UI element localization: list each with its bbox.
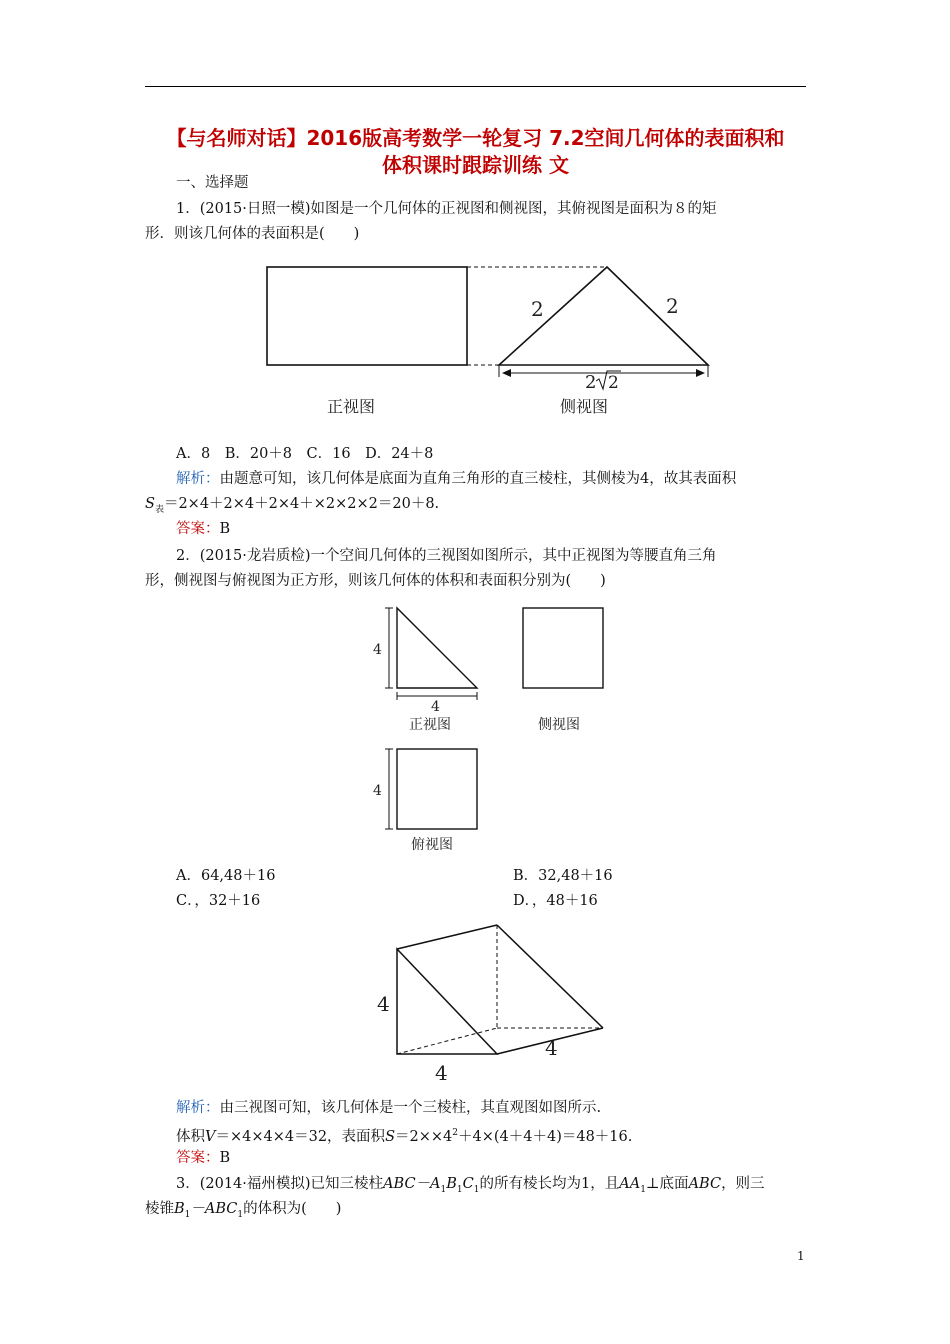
q3-part-d: C — [462, 1176, 474, 1192]
q3-sub-1: 1 — [440, 1184, 447, 1195]
q2-side-square — [523, 608, 603, 688]
q1-right-side-label: 2 — [666, 294, 679, 318]
q1-arrow-right — [696, 369, 705, 377]
q2-prism-hidden-bottom — [397, 1028, 497, 1054]
q2-side-view-label: 侧视图 — [538, 717, 580, 733]
q2-prism-figure — [365, 915, 615, 1085]
q1-front-view-label: 正视图 — [327, 397, 376, 416]
title-line-2: 体积课时跟踪训练 文 — [382, 153, 569, 177]
q3-part-e: 的所有棱长均为1，且 — [479, 1176, 620, 1192]
q2-prism-bottom-label: 4 — [435, 1061, 448, 1085]
q2-analysis-label: 解析： — [176, 1100, 220, 1116]
q1-analysis-formula: ＝2×4＋2×4＋2×4＋×2×2×2＝20＋8. — [163, 496, 440, 512]
q3-sub-2: 1 — [456, 1184, 463, 1195]
q2-v-symbol: V — [205, 1128, 216, 1145]
q2-top-height-label: 4 — [373, 783, 382, 799]
q1-stem-line-2: 形．则该几何体的表面积是( ) — [145, 226, 360, 242]
q2-top-square — [397, 749, 477, 829]
q1-analysis — [176, 469, 736, 489]
q2-area-eq: ＝2××4 — [395, 1128, 453, 1145]
q2-stem-line-2: 形，侧视图与俯视图为正方形，则该几何体的体积和表面积分别为( ) — [145, 573, 606, 589]
q1-figure — [255, 255, 725, 430]
q2-front-width-label: 4 — [431, 699, 440, 715]
q3-sub-4: 1 — [640, 1184, 646, 1195]
q3-line2-sub-2: 1 — [237, 1209, 244, 1220]
q1-side-view-label: 侧视图 — [560, 397, 609, 416]
q3-part-h: ABC — [688, 1176, 722, 1192]
q2-prism-depth-label: 4 — [545, 1036, 558, 1060]
q2-three-views — [365, 600, 615, 855]
q2-volume-line — [176, 1123, 632, 1147]
q2-front-height-label: 4 — [373, 642, 382, 658]
page-number: 1 — [797, 1249, 805, 1263]
q3-line2-d: 的体积为( ) — [243, 1201, 342, 1217]
section-heading: 一、选择题 — [176, 175, 249, 191]
q1-front-rectangle — [267, 267, 467, 365]
q2-analysis-text: 由三视图可知，该几何体是一个三棱柱，其直观图如图所示. — [219, 1100, 602, 1116]
q3-part-c: B — [446, 1176, 457, 1192]
q3-stem-line-1 — [176, 1174, 765, 1200]
q1-answer-label: 答案： — [176, 521, 220, 537]
q2-front-view-label: 正视图 — [409, 717, 451, 733]
q1-analysis-label: 解析： — [176, 471, 220, 487]
q3-stem-line-2 — [145, 1199, 341, 1225]
document-title — [145, 125, 806, 179]
q1-stem-line-1: 1．(2015·日照一模)如图是一个几何体的正视图和侧视图，其俯视图是面积为８的矩 — [176, 201, 717, 217]
q1-s-subscript: 表 — [154, 504, 164, 515]
q3-sub-3: 1 — [473, 1184, 480, 1195]
q3-part-g: ⊥底面 — [645, 1176, 689, 1192]
q2-volume-pre: 体积 — [176, 1128, 205, 1145]
q1-base-label: 2 — [585, 372, 597, 393]
q2-prism-top-edge-right — [497, 925, 603, 1028]
header-rule — [145, 86, 806, 87]
q1-s-symbol: S — [145, 496, 155, 512]
q2-prism-top-edge-left — [397, 925, 497, 949]
q2-area-superscript: 2 — [452, 1128, 458, 1138]
q1-base-root: 2 — [608, 373, 619, 393]
q3-line2-sub-1: 1 — [184, 1209, 191, 1220]
q2-option-c: C．，32＋16 — [176, 893, 261, 909]
q2-prism-height-label: 4 — [377, 992, 390, 1016]
q3-part-a: 3．(2014·福州模拟)已知三棱柱 — [176, 1176, 384, 1192]
q3-line2-c: －ABC — [190, 1201, 238, 1217]
q2-option-a: A．64,48＋16 — [176, 868, 276, 884]
q2-front-triangle — [397, 608, 477, 688]
q2-answer-value: B — [219, 1150, 231, 1166]
q1-arrow-left — [502, 369, 511, 377]
q1-analysis-line-2 — [145, 494, 439, 520]
q2-answer — [176, 1148, 230, 1168]
title-line-1: 【与名师对话】2016版高考数学一轮复习 7.2空间几何体的表面积和 — [166, 126, 785, 150]
q2-s-symbol: S — [385, 1128, 395, 1145]
q3-part-f: AA — [619, 1176, 641, 1192]
q2-top-view-label: 俯视图 — [411, 837, 453, 853]
q3-line2-b: B — [174, 1201, 185, 1217]
q2-volume-eq: ＝×4×4×4＝32，表面积 — [215, 1128, 386, 1145]
q1-options: A．8 B．20＋8 C．16 D．24＋8 — [176, 446, 434, 462]
q2-prism-front-face — [397, 949, 497, 1054]
q2-stem-line-1: 2．(2015·龙岩质检)一个空间几何体的三视图如图所示，其中正视图为等腰直角三角 — [176, 548, 717, 564]
q3-part-b: ABC－A — [383, 1176, 441, 1192]
q1-left-side-label: 2 — [531, 297, 544, 321]
q2-option-b: B．32,48＋16 — [513, 868, 613, 884]
q1-answer-value: B — [219, 521, 231, 537]
q2-analysis — [176, 1098, 601, 1118]
q1-analysis-text: 由题意可知，该几何体是底面为直角三角形的直三棱柱，其侧棱为4，故其表面积 — [219, 471, 737, 487]
q2-option-d: D．，48＋16 — [513, 893, 598, 909]
q1-answer — [176, 519, 230, 539]
q2-answer-label: 答案： — [176, 1150, 220, 1166]
q3-line2-a: 棱锥 — [145, 1201, 174, 1217]
q2-area-eq-rest: ＋4×(4＋4＋4)＝48＋16. — [457, 1128, 633, 1145]
q3-part-i: ，则三 — [721, 1176, 765, 1192]
